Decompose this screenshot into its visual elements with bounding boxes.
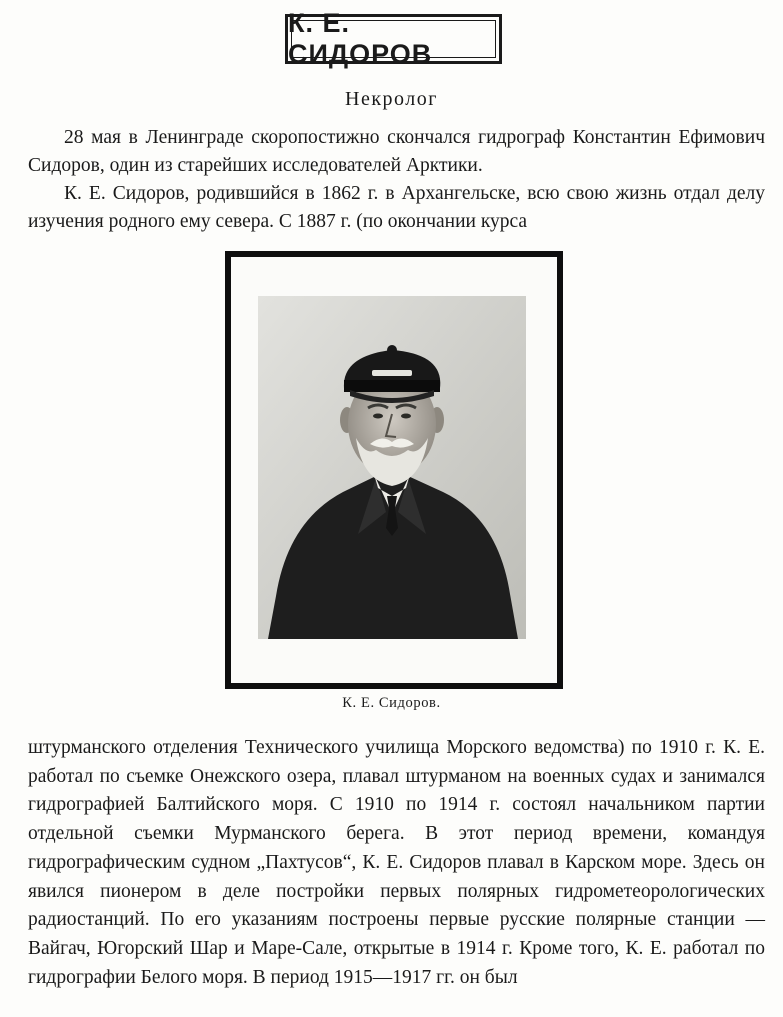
paragraph-2: К. Е. Сидоров, родившийся в 1862 г. в Архангельске, всю свою жизнь отдал делу изучения родного ему севера. С 1887 г. (по окончании курса	[28, 183, 765, 232]
paragraph-1: 28 мая в Ленинграде скоропостижно скончался гидрограф Константин Ефимович Сидоров, один из старейших исследователей Арктики.	[28, 127, 765, 176]
photo-mat	[231, 257, 557, 683]
photo-frame	[225, 251, 563, 689]
subtitle: Некролог	[345, 88, 438, 110]
portrait-illustration	[258, 296, 526, 639]
photo-caption: К. Е. Сидоров.	[342, 695, 441, 711]
paragraph-3: штурманского отделения Технического училища Морского ведомства) по 1910 г. К. Е. работал по съемке Онежского озера, плавал штурманом на военных судах и занимался гидрографией Балтийского моря. С 1910 по 1914 г. состоял начальником партии отдельной съемки Мурманского берега. В этот период времени, командуя гидрографическим судном „Пахтусов“, К. Е. Сидоров плавал в Карском море. Здесь он явился пионером в деле постройки первых полярных гидрометеорологических радиостанций. По его указаниям построены первые русские полярные станции — Вайгач, Югорский Шар и Маре-Сале, открытые в 1914 г. Кроме того, К. Е. работал по гидрографии Белого моря. В период 1915—1917 гг. он был	[28, 737, 765, 988]
page-title: К. Е. СИДОРОВ	[288, 8, 433, 69]
portrait-photo	[258, 296, 526, 639]
title-box	[285, 8, 502, 69]
